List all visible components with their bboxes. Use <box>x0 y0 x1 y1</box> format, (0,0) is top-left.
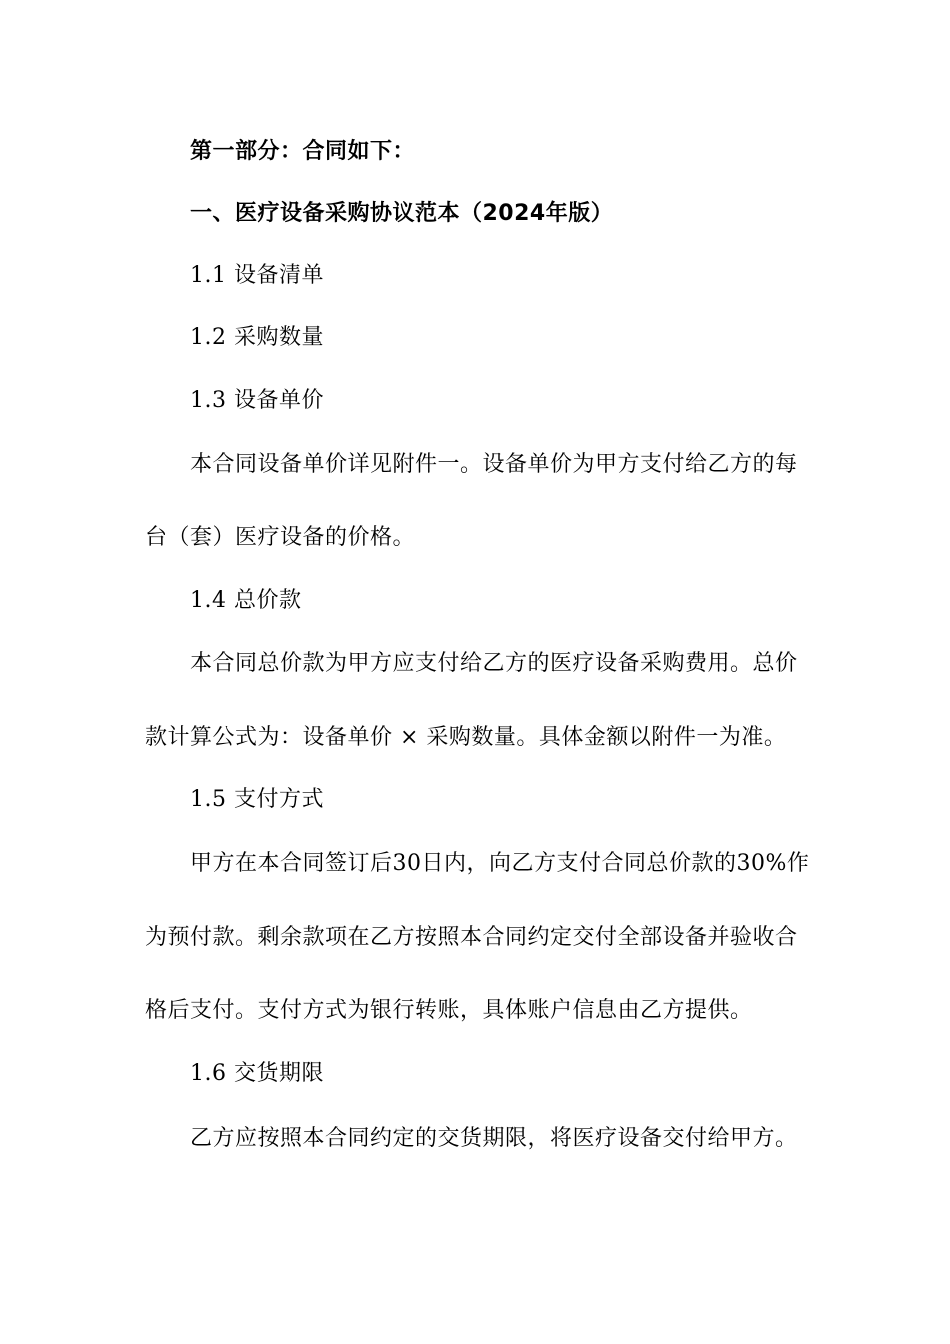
paragraph-line: 甲方在本合同签订后30日内，向乙方支付合同总价款的30%作 <box>190 851 810 876</box>
section-heading-1-6: 1.6 交货期限 <box>190 1061 324 1086</box>
paragraph-line: 格后支付。支付方式为银行转账，具体账户信息由乙方提供。 <box>145 998 753 1023</box>
part-heading: 第一部分：合同如下： <box>190 139 416 164</box>
section-heading-1-3: 1.3 设备单价 <box>190 388 324 413</box>
section-heading-1-1: 1.1 设备清单 <box>190 263 324 288</box>
paragraph-line: 本合同设备单价详见附件一。设备单价为甲方支付给乙方的每 <box>190 452 798 477</box>
document-title: 一、医疗设备采购协议范本（2024年版） <box>190 201 614 226</box>
paragraph-line: 乙方应按照本合同约定的交货期限，将医疗设备交付给甲方。 <box>190 1126 798 1151</box>
section-heading-1-5: 1.5 支付方式 <box>190 787 324 812</box>
paragraph-line: 本合同总价款为甲方应支付给乙方的医疗设备采购费用。总价 <box>190 651 798 676</box>
paragraph-line: 款计算公式为：设备单价 × 采购数量。具体金额以附件一为准。 <box>145 725 787 750</box>
section-heading-1-2: 1.2 采购数量 <box>190 325 324 350</box>
paragraph-line: 为预付款。剩余款项在乙方按照本合同约定交付全部设备并验收合 <box>145 925 798 950</box>
paragraph-line: 台（套）医疗设备的价格。 <box>145 525 416 550</box>
section-heading-1-4: 1.4 总价款 <box>190 588 302 613</box>
